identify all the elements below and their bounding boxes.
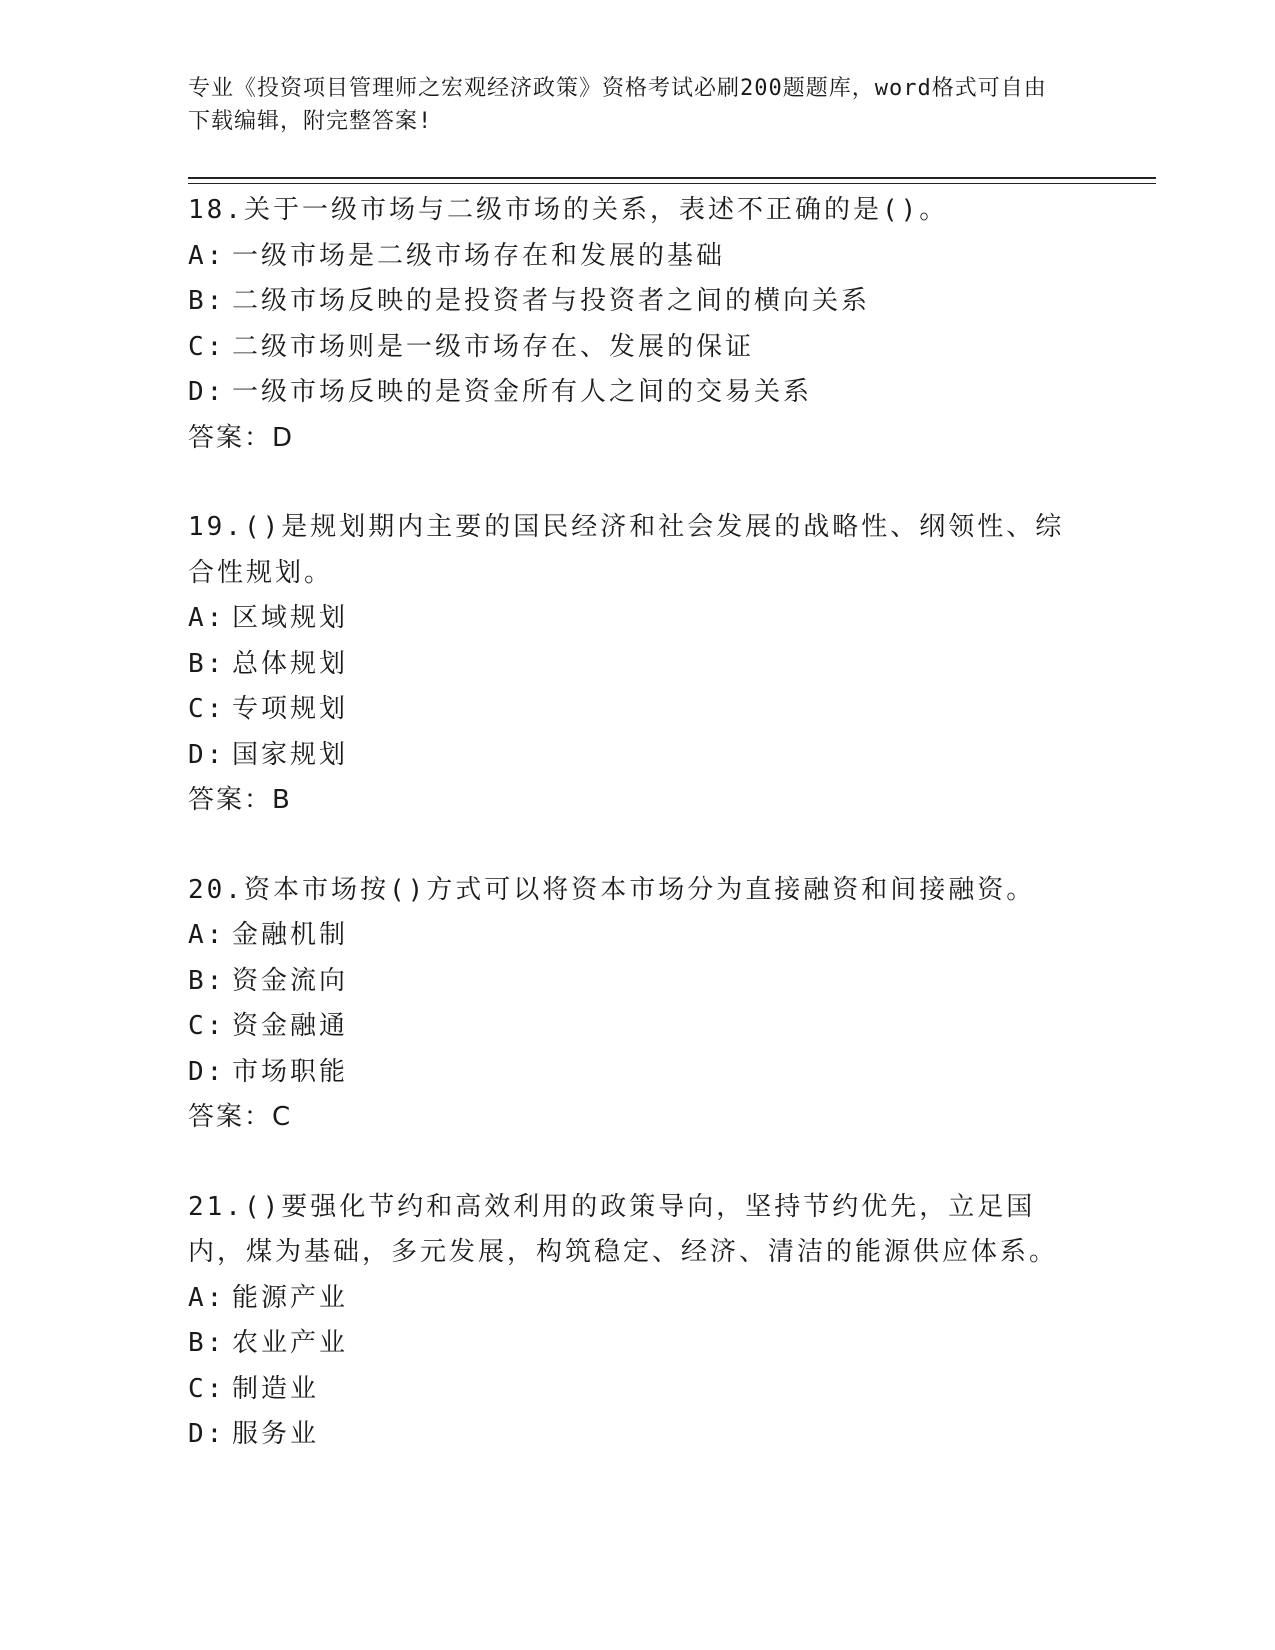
option-b <box>188 642 1088 688</box>
option-key: C: <box>188 694 226 724</box>
header-divider-thick <box>188 177 1156 179</box>
option-key: C: <box>188 1011 226 1041</box>
option-text: 资金融通 <box>232 1011 349 1041</box>
question-20 <box>188 868 1088 1141</box>
option-a <box>188 596 1088 642</box>
header-divider-thin <box>188 183 1156 184</box>
question-stem: 18.关于一级市场与二级市场的关系，表述不正确的是()。 <box>188 195 949 225</box>
option-text: 金融机制 <box>232 920 349 950</box>
option-key: D: <box>188 1419 226 1449</box>
option-d <box>188 1412 1088 1458</box>
option-key: B: <box>188 965 226 996</box>
option-key: A: <box>188 1282 226 1313</box>
option-c <box>188 687 1088 733</box>
option-key: A: <box>188 240 226 271</box>
option-key: D: <box>188 377 226 407</box>
option-key: C: <box>188 1373 226 1404</box>
question-19 <box>188 505 1088 824</box>
option-text: 一级市场是二级市场存在和发展的基础 <box>232 240 726 271</box>
option-text: 制造业 <box>232 1373 320 1404</box>
option-key: C: <box>188 331 226 362</box>
question-21 <box>188 1185 1088 1458</box>
option-text: 市场职能 <box>232 1056 349 1087</box>
document-title: 专业《投资项目管理师之宏观经济政策》资格考试必刷200题题库，word格式可自由下载编辑，附完整答案! <box>188 76 1047 134</box>
option-text: 能源产业 <box>232 1282 349 1313</box>
question-stem: 20.资本市场按()方式可以将资本市场分为直接融资和间接融资。 <box>188 874 1036 905</box>
option-key: B: <box>188 648 226 679</box>
option-key: D: <box>188 739 226 770</box>
answer-line: 答案：B <box>188 785 292 815</box>
option-key: A: <box>188 603 226 633</box>
option-text: 资金流向 <box>232 965 349 996</box>
option-text: 一级市场反映的是资金所有人之间的交易关系 <box>232 377 813 407</box>
option-text: 专项规划 <box>232 694 349 724</box>
answer-line: 答案：C <box>188 1102 293 1132</box>
question-stem: 21.()要强化节约和高效利用的政策导向，坚持节约优先，立足国内，煤为基础，多元发展，构筑稳定、经济、清洁的能源供应体系。 <box>188 1191 1059 1267</box>
option-text: 农业产业 <box>232 1328 349 1358</box>
option-text: 二级市场反映的是投资者与投资者之间的横向关系 <box>232 286 871 316</box>
option-text: 总体规划 <box>232 648 349 679</box>
option-text: 服务业 <box>232 1419 320 1449</box>
option-c <box>188 1004 1088 1050</box>
option-c <box>188 1367 1088 1413</box>
option-key: B: <box>188 1328 226 1358</box>
option-b <box>188 959 1088 1005</box>
option-d <box>188 1050 1088 1096</box>
option-b <box>188 279 1088 325</box>
option-b <box>188 1321 1088 1367</box>
option-a <box>188 234 1088 280</box>
option-c <box>188 325 1088 371</box>
question-stem: 19.()是规划期内主要的国民经济和社会发展的战略性、纲领性、综合性规划。 <box>188 512 1065 588</box>
option-text: 二级市场则是一级市场存在、发展的保证 <box>232 331 755 362</box>
option-d <box>188 370 1088 416</box>
option-a <box>188 1276 1088 1322</box>
option-key: A: <box>188 920 226 950</box>
answer-line: 答案：D <box>188 422 295 453</box>
question-list <box>188 188 1088 1502</box>
question-18 <box>188 188 1088 461</box>
option-d <box>188 733 1088 779</box>
option-key: D: <box>188 1056 226 1087</box>
option-text: 区域规划 <box>232 603 349 633</box>
option-key: B: <box>188 286 226 316</box>
option-text: 国家规划 <box>232 739 349 770</box>
option-a <box>188 913 1088 959</box>
